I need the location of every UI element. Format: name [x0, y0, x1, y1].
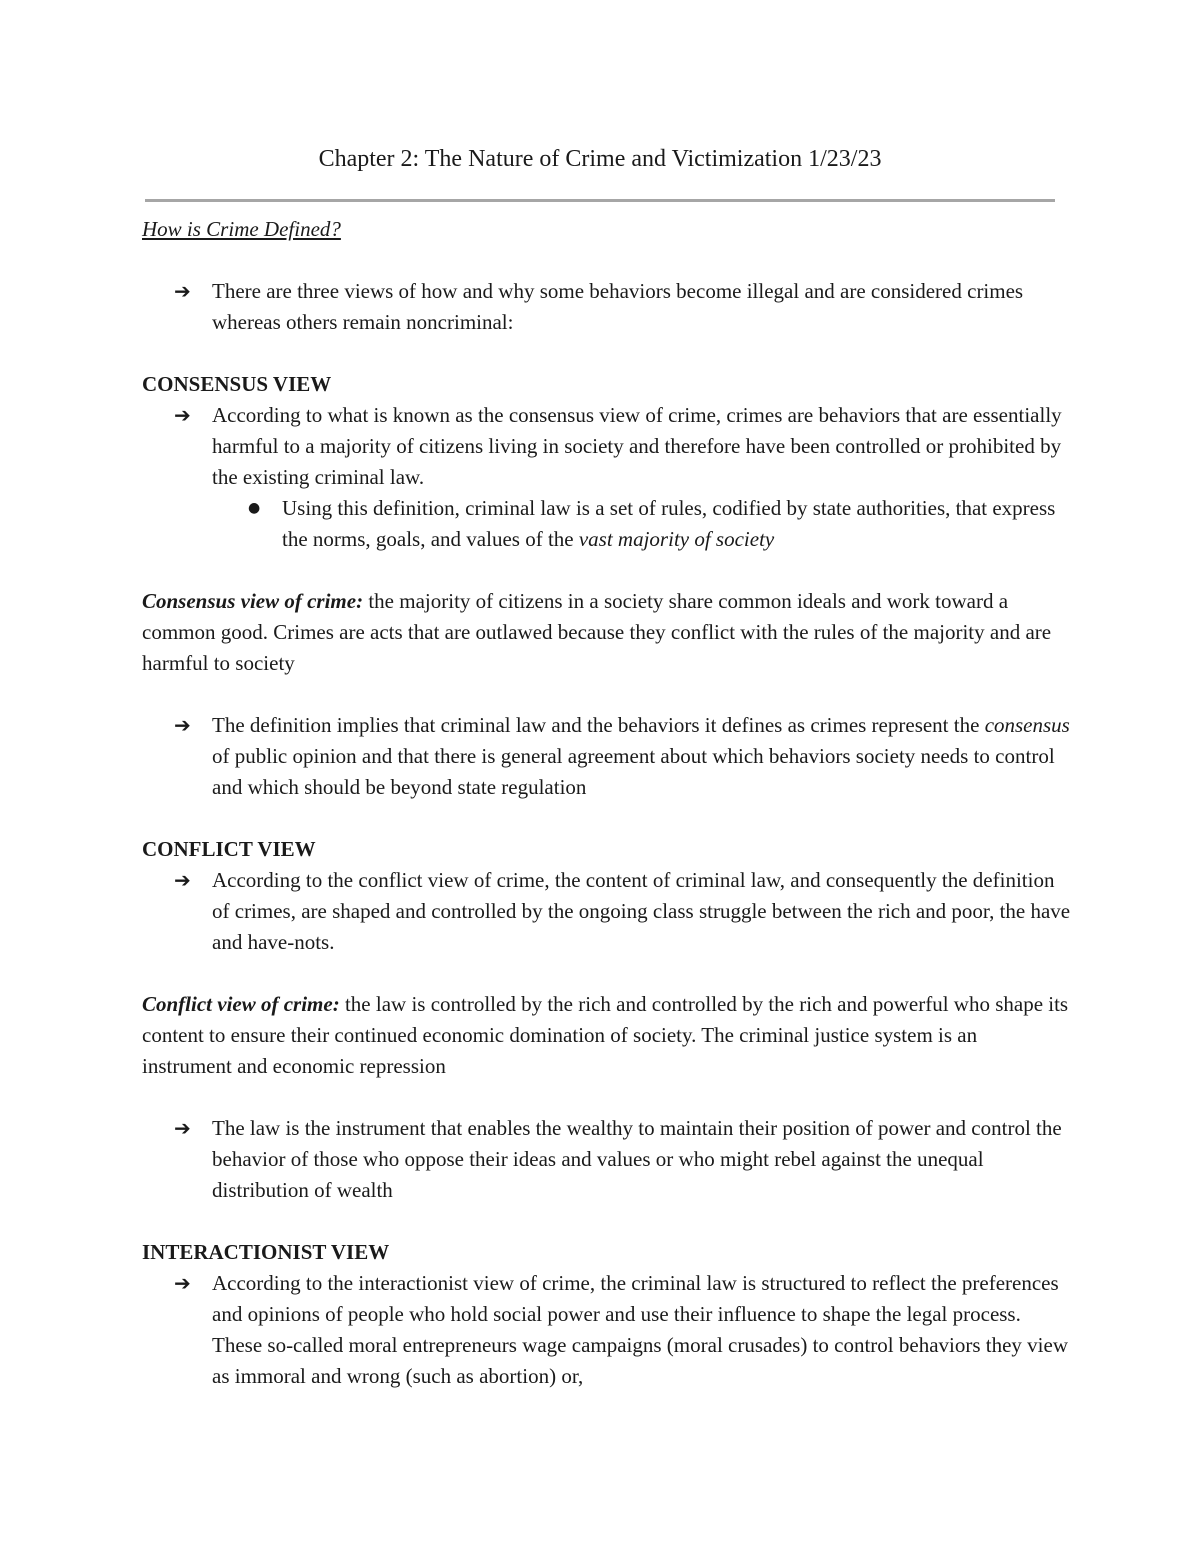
conflict-definition-text: the law is controlled by the rich and controlled by the rich and powerful who shape its content to ensure their continued economic domination of society. The criminal justice system is an instrument and economic repression — [142, 992, 1069, 1078]
consensus-bullet-emphasis: vast majority of society — [578, 527, 775, 551]
consensus-arrow-text-2-pre: The definition implies that criminal law and the behaviors it defines as crimes represent the — [212, 713, 985, 737]
page-title: Chapter 2: The Nature of Crime and Victimization 1/23/23 — [318, 146, 882, 172]
arrow-bullet-icon: ➔ — [174, 1271, 191, 1295]
arrow-bullet-icon: ➔ — [174, 1116, 191, 1140]
consensus-bullet-text: Using this definition, criminal law is a set of rules, codified by state authorities, that express the norms, goals, and values of the — [282, 496, 1056, 551]
document-body — [142, 214, 1072, 1392]
title-divider — [145, 199, 1055, 202]
section-subheading: How is Crime Defined? — [142, 217, 341, 241]
arrow-bullet-icon: ➔ — [174, 279, 191, 303]
consensus-arrow-text-1: According to what is known as the consensus view of crime, crimes are behaviors that are essentially harmful to a majority of citizens living in society and therefore have been controlled or prohibited by the existing criminal law. — [212, 403, 1062, 489]
conflict-definition — [142, 989, 1072, 1082]
consensus-heading: CONSENSUS VIEW — [142, 372, 332, 396]
consensus-arrow-emphasis: consensus — [984, 713, 1070, 737]
consensus-arrow-text-2-post: of public opinion and that there is general agreement about which behaviors society needs to control and which should be beyond state regulation — [212, 744, 1055, 799]
consensus-arrow-item-2 — [142, 710, 1072, 803]
interactionist-arrow-item-1 — [142, 1268, 1072, 1392]
arrow-bullet-icon: ➔ — [174, 868, 191, 892]
conflict-arrow-item-1 — [142, 865, 1072, 958]
consensus-definition-text: the majority of citizens in a society share common ideals and work toward a common good. Crimes are acts that are outlawed because they conflict with the rules of the majority and are harmful to society — [142, 589, 1052, 675]
arrow-bullet-icon: ➔ — [174, 713, 191, 737]
conflict-arrow-text-1: According to the conflict view of crime, the content of criminal law, and consequently the definition of crimes, are shaped and controlled by the ongoing class struggle between the rich and poor, the have and have-nots. — [212, 868, 1071, 954]
arrow-bullet-icon: ➔ — [174, 403, 191, 427]
conflict-arrow-text-2: The law is the instrument that enables the wealthy to maintain their position of power and control the behavior of those who oppose their ideas and values or who might rebel against the unequal distribution of wealth — [212, 1116, 1062, 1202]
consensus-definition-term: Consensus view of crime: — [142, 589, 364, 613]
consensus-arrow-item-1 — [142, 400, 1072, 493]
consensus-definition — [142, 586, 1072, 679]
dot-bullet-icon: ● — [248, 500, 261, 516]
interactionist-heading: INTERACTIONIST VIEW — [142, 1240, 390, 1264]
conflict-arrow-item-2 — [142, 1113, 1072, 1206]
conflict-definition-term: Conflict view of crime: — [142, 992, 340, 1016]
interactionist-arrow-text-1: According to the interactionist view of crime, the criminal law is structured to reflect the preferences and opinions of people who hold social power and use their influence to shape the legal process. These so-called moral entrepreneurs wage campaigns (moral crusades) to control behaviors they view as immoral and wrong (such as abortion) or, — [212, 1271, 1069, 1388]
intro-text: There are three views of how and why some behaviors become illegal and are considered crimes whereas others remain noncriminal: — [212, 279, 1024, 334]
conflict-heading: CONFLICT VIEW — [142, 837, 316, 861]
intro-arrow-item — [142, 276, 1072, 338]
consensus-bullet-item — [142, 493, 1072, 555]
